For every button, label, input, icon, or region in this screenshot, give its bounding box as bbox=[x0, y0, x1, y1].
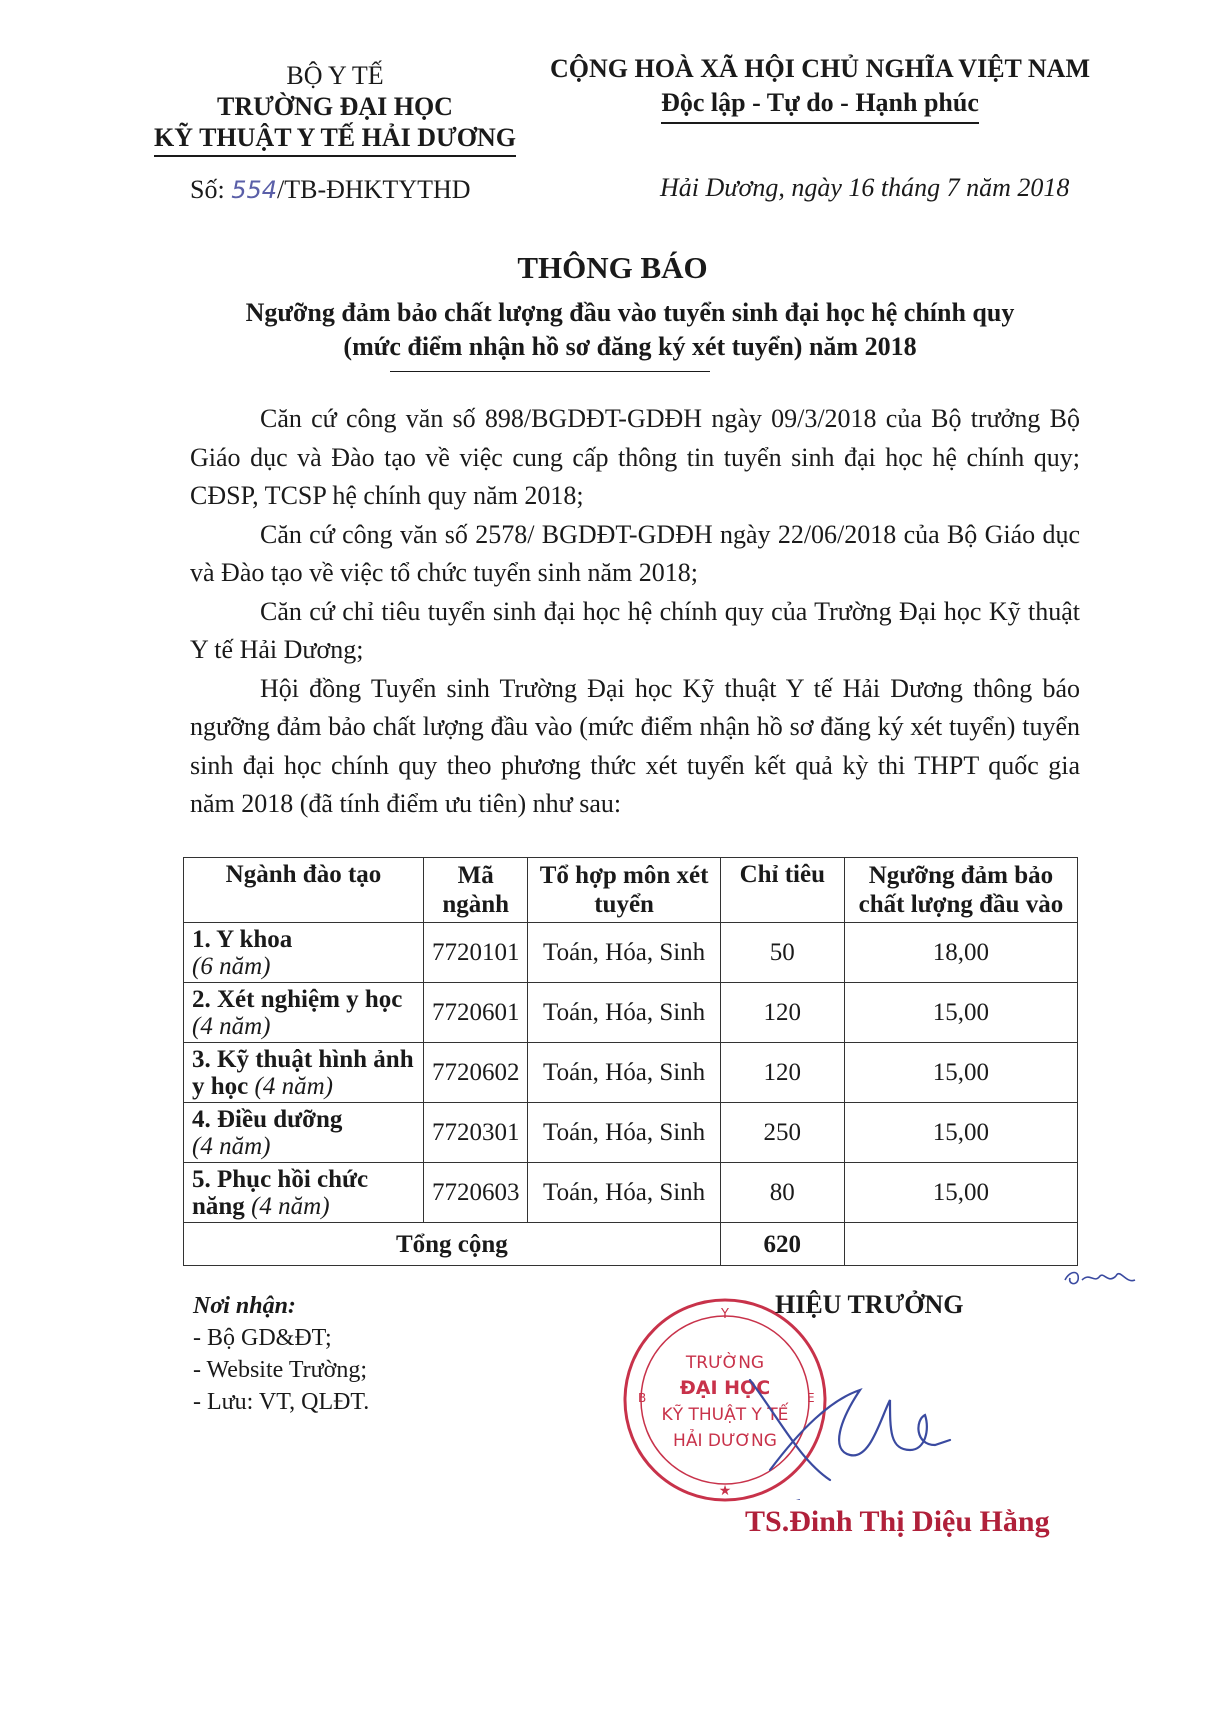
threshold: 15,00 bbox=[844, 1043, 1077, 1103]
paragraph: Căn cứ chỉ tiêu tuyển sinh đại học hệ chính quy của Trường Đại học Kỹ thuật Y tế Hải Dương; bbox=[190, 596, 1080, 664]
threshold: 15,00 bbox=[844, 1163, 1077, 1223]
total-label: Tổng cộng bbox=[184, 1223, 721, 1266]
quota: 120 bbox=[720, 1043, 844, 1103]
major-code: 7720603 bbox=[423, 1163, 528, 1223]
school-name-line2 bbox=[150, 122, 520, 157]
major-code: 7720602 bbox=[423, 1043, 528, 1103]
major-name-cell bbox=[184, 1163, 424, 1223]
school-name-line2-text: KỸ THUẬT Y TẾ HẢI DƯƠNG bbox=[154, 122, 516, 157]
signer-title: HIỆU TRƯỞNG bbox=[775, 1290, 964, 1319]
document-subtitle bbox=[150, 296, 1110, 364]
document-number bbox=[190, 175, 471, 205]
threshold: 15,00 bbox=[844, 1103, 1077, 1163]
table-row bbox=[184, 923, 1078, 983]
paragraph: Căn cứ công văn số 898/BGDĐT-GDĐH ngày 09/3/2018 của Bộ trưởng Bộ Giáo dục và Đào tạo về việc cung cấp thông tin tuyển sinh đại học hệ chính quy; CĐSP, TCSP hệ chính quy năm 2018; bbox=[190, 404, 1080, 510]
handwritten-initials bbox=[1060, 1262, 1140, 1292]
subtitle-line2: (mức điểm nhận hồ sơ đăng ký xét tuyển) năm 2018 bbox=[343, 332, 917, 361]
major-duration: (4 năm) bbox=[192, 1132, 271, 1160]
total-empty-cell bbox=[844, 1223, 1077, 1266]
table-header-row bbox=[184, 858, 1078, 923]
recipients-block bbox=[193, 1290, 369, 1418]
subject-group: Toán, Hóa, Sinh bbox=[528, 1163, 720, 1223]
table-row bbox=[184, 983, 1078, 1043]
subtitle-line1: Ngưỡng đảm bảo chất lượng đầu vào tuyển sinh đại học hệ chính quy bbox=[245, 298, 1015, 327]
major-name-cell bbox=[184, 1103, 424, 1163]
col-header-threshold: Ngưỡng đảm bảo chất lượng đầu vào bbox=[844, 858, 1077, 923]
paragraph: Hội đồng Tuyển sinh Trường Đại học Kỹ thuật Y tế Hải Dương thông báo ngưỡng đảm bảo chất lượng đầu vào (mức điểm nhận hồ sơ đăng ký xét tuyển) tuyển sinh đại học chính quy theo phương thức xét tuyển kết quả kỳ thi THPT quốc gia năm 2018 (đã tính điểm ưu tiên) như sau: bbox=[190, 673, 1080, 818]
major-name: 4. Điều dưỡng bbox=[192, 1105, 343, 1133]
doc-no-prefix: Số: bbox=[190, 175, 232, 204]
col-header-quota: Chỉ tiêu bbox=[720, 858, 844, 923]
handwritten-signature bbox=[740, 1360, 960, 1500]
seal-line1: TRƯỜNG bbox=[685, 1353, 765, 1373]
col-header-subjects: Tổ hợp môn xét tuyển bbox=[528, 858, 720, 923]
major-code: 7720301 bbox=[423, 1103, 528, 1163]
seal-line3: KỸ THUẬT Y TẾ bbox=[661, 1405, 789, 1425]
doc-no-suffix: /TB-ĐHKTYTHD bbox=[277, 175, 471, 204]
document-date: Hải Dương, ngày 16 tháng 7 năm 2018 bbox=[660, 173, 1070, 202]
recipient-item: - Website Trường; bbox=[193, 1357, 368, 1383]
national-motto: Độc lập - Tự do - Hạnh phúc bbox=[661, 86, 979, 124]
major-name-cell bbox=[184, 923, 424, 983]
school-name-line1: TRƯỜNG ĐẠI HỌC bbox=[217, 92, 453, 121]
nation-name: CỘNG HOÀ XÃ HỘI CHỦ NGHĨA VIỆT NAM bbox=[549, 54, 1091, 83]
major-name-cell bbox=[184, 1043, 424, 1103]
subject-group: Toán, Hóa, Sinh bbox=[528, 1103, 720, 1163]
recipients-header: Nơi nhận: bbox=[193, 1293, 296, 1319]
paragraph: Căn cứ công văn số 2578/ BGDĐT-GDĐH ngày 22/06/2018 của Bộ Giáo dục và Đào tạo về việc tổ chức tuyển sinh năm 2018; bbox=[190, 519, 1080, 587]
col-header-major: Ngành đào tạo bbox=[184, 858, 424, 923]
major-duration: (6 năm) bbox=[192, 952, 271, 980]
quota: 120 bbox=[720, 983, 844, 1043]
major-name: 3. Kỹ thuật hình ảnh y học bbox=[192, 1045, 414, 1100]
major-duration: (4 năm) bbox=[192, 1012, 271, 1040]
table-row bbox=[184, 1163, 1078, 1223]
threshold: 18,00 bbox=[844, 923, 1077, 983]
table-row bbox=[184, 1043, 1078, 1103]
svg-text:E: E bbox=[807, 1391, 815, 1405]
subtitle-divider bbox=[390, 371, 710, 372]
table-total-row bbox=[184, 1223, 1078, 1266]
svg-text:★: ★ bbox=[718, 1483, 732, 1499]
major-name-cell bbox=[184, 983, 424, 1043]
major-duration: (4 năm) bbox=[254, 1072, 333, 1100]
ministry-name: BỘ Y TẾ bbox=[286, 61, 384, 90]
svg-text:Y: Y bbox=[721, 1307, 729, 1322]
quota: 250 bbox=[720, 1103, 844, 1163]
quota: 80 bbox=[720, 1163, 844, 1223]
seal-line4: HẢI DƯƠNG bbox=[673, 1431, 777, 1451]
admission-threshold-table bbox=[183, 857, 1078, 1266]
major-code: 7720101 bbox=[423, 923, 528, 983]
total-quota: 620 bbox=[720, 1223, 844, 1266]
seal-line2: ĐẠI HỌC bbox=[679, 1377, 771, 1399]
svg-text:B: B bbox=[638, 1391, 647, 1405]
subject-group: Toán, Hóa, Sinh bbox=[528, 1043, 720, 1103]
document-title: THÔNG BÁO bbox=[517, 250, 708, 285]
signer-name: TS.Đinh Thị Diệu Hằng bbox=[745, 1505, 1050, 1538]
major-duration: (4 năm) bbox=[251, 1192, 330, 1220]
doc-no-handwritten: 554 bbox=[231, 176, 277, 204]
threshold: 15,00 bbox=[844, 983, 1077, 1043]
body-text bbox=[190, 400, 1080, 824]
recipient-item: - Lưu: VT, QLĐT. bbox=[193, 1389, 370, 1415]
major-name: 5. Phục hồi chức năng bbox=[192, 1165, 369, 1220]
subject-group: Toán, Hóa, Sinh bbox=[528, 923, 720, 983]
subject-group: Toán, Hóa, Sinh bbox=[528, 983, 720, 1043]
table-row bbox=[184, 1103, 1078, 1163]
recipient-item: - Bộ GD&ĐT; bbox=[193, 1325, 332, 1351]
issuing-organization bbox=[150, 60, 520, 157]
quota: 50 bbox=[720, 923, 844, 983]
major-name: 2. Xét nghiệm y học bbox=[192, 985, 403, 1013]
major-code: 7720601 bbox=[423, 983, 528, 1043]
major-name: 1. Y khoa bbox=[192, 925, 293, 953]
national-header bbox=[520, 52, 1120, 124]
col-header-code: Mã ngành bbox=[423, 858, 528, 923]
